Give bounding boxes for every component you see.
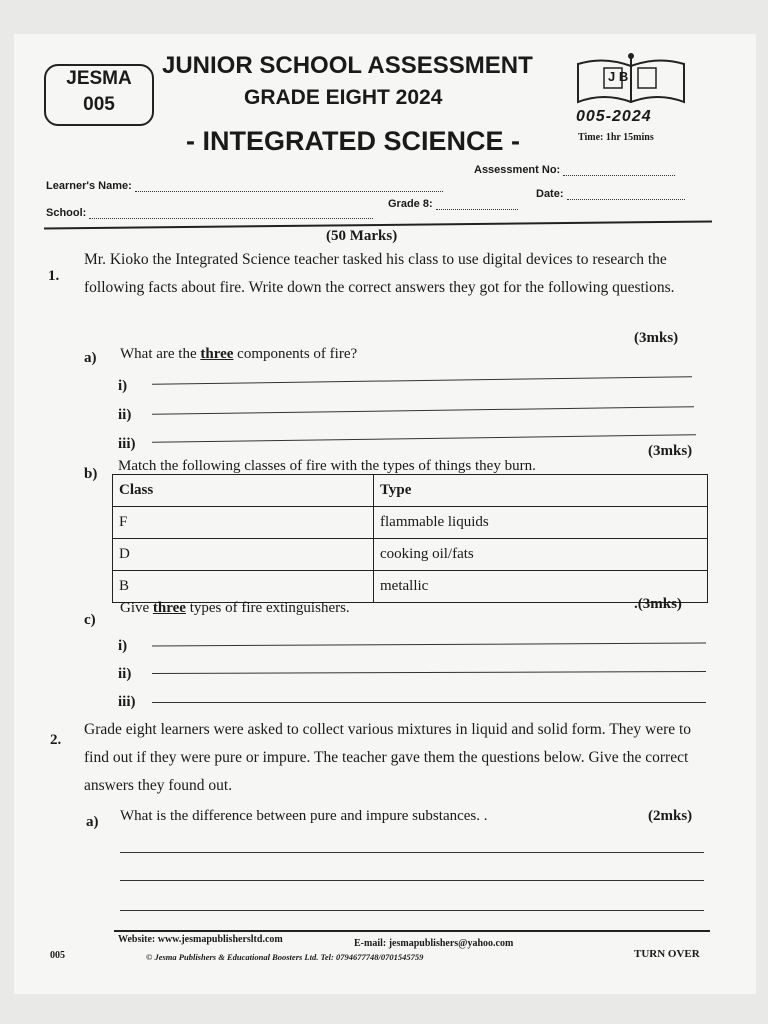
turn-over-note: TURN OVER xyxy=(634,948,700,960)
q1c-text-post: types of fire extinguishers. xyxy=(185,600,350,616)
q2a-answer-line-3[interactable] xyxy=(120,910,704,911)
grade-label: Grade 8: xyxy=(388,198,433,210)
q1c-item-2-label: ii) xyxy=(118,666,132,682)
date-label: Date: xyxy=(536,188,564,200)
assessment-no-label: Assessment No: xyxy=(474,164,561,176)
table-cell-class: D xyxy=(113,539,374,571)
table-header-class: Class xyxy=(113,475,374,507)
q1-intro: Mr. Kioko the Integrated Science teacher tasked his class to use digital devices to research the following facts about fire. Write down the correct answers they got for the following questions. xyxy=(84,251,675,296)
q1a-text-pre: What are the xyxy=(120,346,201,362)
q1c-text-pre: Give xyxy=(120,600,153,616)
assessment-title: JUNIOR SCHOOL ASSESSMENT xyxy=(162,52,533,79)
q1a-text-underlined: three xyxy=(200,346,234,362)
assessment-no-field[interactable] xyxy=(474,164,675,176)
q2a-marks: (2mks) xyxy=(648,808,693,824)
series-badge xyxy=(44,64,154,126)
table-cell-type: metallic xyxy=(374,571,708,603)
q1c-answer-line-3[interactable] xyxy=(152,702,706,703)
logo-text: J B xyxy=(608,69,629,84)
q1a-marks: (3mks) xyxy=(634,330,679,346)
school-blank[interactable] xyxy=(89,208,373,219)
school-field[interactable] xyxy=(46,207,373,219)
q1c-item-1-label: i) xyxy=(118,638,128,654)
badge-line-2: 005 xyxy=(83,94,115,115)
table-cell-type: flammable liquids xyxy=(374,507,708,539)
q1a-item-2-label: ii) xyxy=(118,407,132,423)
learner-name-field[interactable] xyxy=(46,180,443,192)
q2-intro: Grade eight learners were asked to collect various mixtures in liquid and solid form. They were to find out if they were pure or impure. The teacher gave them the questions below. Give the correct answers they found out. xyxy=(84,721,692,794)
q1c-question xyxy=(120,598,350,618)
publisher-logo-icon xyxy=(574,52,688,110)
learner-name-blank[interactable] xyxy=(135,181,443,192)
school-label: School: xyxy=(46,207,87,219)
time-allowed: Time: 1hr 15mins xyxy=(578,132,654,143)
q1c-item-3-label: iii) xyxy=(118,694,136,710)
grade-blank[interactable] xyxy=(436,199,518,210)
q1a-question xyxy=(120,344,357,364)
footer-divider xyxy=(114,930,710,932)
badge-line-1: JESMA xyxy=(66,68,132,89)
table-header-type: Type xyxy=(374,475,708,507)
footer-page-code: 005 xyxy=(50,950,65,961)
date-field[interactable] xyxy=(536,188,685,200)
assessment-no-blank[interactable] xyxy=(563,165,675,176)
q1c-marks: .(3mks) xyxy=(634,596,682,612)
q1b-question: Match the following classes of fire with the types of things they burn. xyxy=(118,458,536,474)
q1-number: 1. xyxy=(48,268,60,284)
q2-number: 2. xyxy=(50,732,62,748)
footer-email[interactable]: E-mail: jesmapublishers@yahoo.com xyxy=(354,938,514,949)
table-row xyxy=(113,539,708,571)
q1c-label: c) xyxy=(84,612,96,628)
footer-publisher: © Jesma Publishers & Educational Boosters Ltd. Tel: 0794677748/0701545759 xyxy=(146,952,424,962)
q1b-marks: (3mks) xyxy=(648,443,693,459)
fire-classes-table xyxy=(112,474,708,603)
total-marks: (50 Marks) xyxy=(326,228,398,244)
grade-field[interactable] xyxy=(388,198,518,210)
footer-website[interactable]: Website: www.jesmapublishersltd.com xyxy=(118,934,283,945)
q2a-question: What is the difference between pure and impure substances. . xyxy=(120,808,488,824)
q1a-item-1-label: i) xyxy=(118,378,128,394)
q2a-label: a) xyxy=(86,814,99,830)
q1a-label: a) xyxy=(84,350,97,366)
q1a-text-post: components of fire? xyxy=(233,346,358,362)
learner-name-label: Learner's Name: xyxy=(46,180,132,192)
date-blank[interactable] xyxy=(567,189,685,200)
table-cell-class: F xyxy=(113,507,374,539)
q1a-item-3-label: iii) xyxy=(118,436,136,452)
q1c-text-underlined: three xyxy=(152,600,186,616)
subject-title: - INTEGRATED SCIENCE - xyxy=(186,126,521,156)
q2a-answer-line-1[interactable] xyxy=(120,852,704,853)
table-cell-class: B xyxy=(113,571,374,603)
table-cell-type: cooking oil/fats xyxy=(374,539,708,571)
table-header-row xyxy=(113,475,708,507)
paper-code: 005-2024 xyxy=(576,108,652,125)
table-row xyxy=(113,507,708,539)
q2a-answer-line-2[interactable] xyxy=(120,880,704,881)
q1b-label: b) xyxy=(84,466,98,482)
grade-title: GRADE EIGHT 2024 xyxy=(244,86,443,109)
